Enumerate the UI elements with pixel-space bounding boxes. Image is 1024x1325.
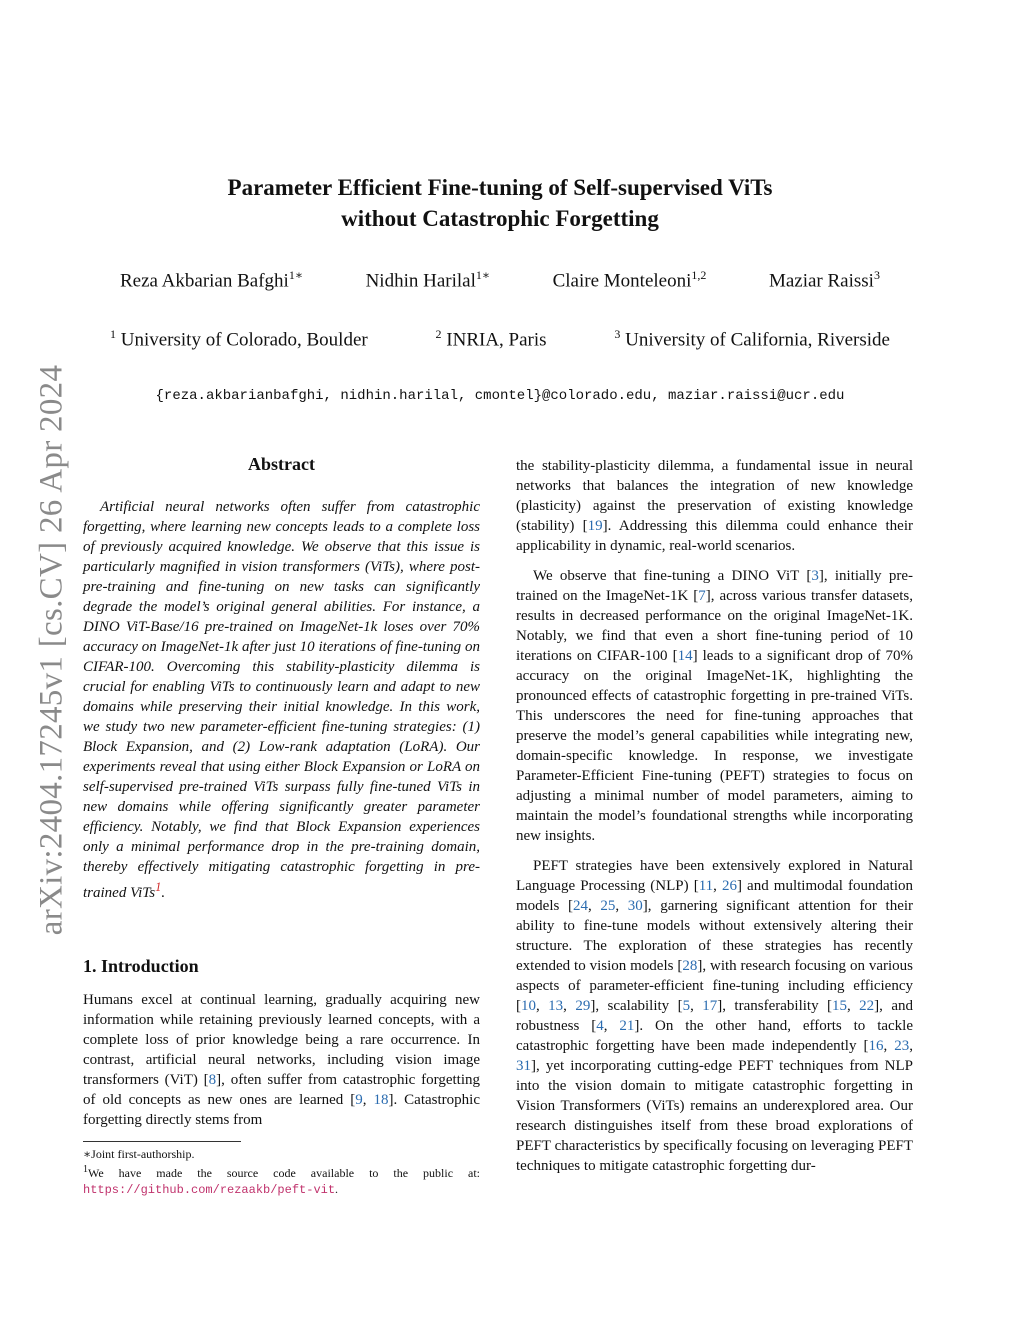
citation-link[interactable]: 24: [572, 898, 588, 914]
author: Nidhin Harilal$^{1∗}$: [365, 268, 491, 292]
citation-link[interactable]: 17: [702, 998, 718, 1014]
citation-link[interactable]: 11: [698, 878, 714, 894]
citation-link[interactable]: 15: [832, 998, 847, 1014]
citation-link[interactable]: 13: [548, 998, 564, 1014]
citation-link[interactable]: 25: [600, 898, 616, 914]
citation-link[interactable]: 3: [811, 568, 819, 584]
affiliation: $^1$ University of Colorado, Boulder: [110, 327, 368, 351]
citation-link[interactable]: 10: [521, 998, 536, 1014]
section-heading-introduction: 1. Introduction: [83, 956, 199, 976]
citation-link[interactable]: 23: [894, 1038, 910, 1054]
citation-link[interactable]: 19: [587, 518, 603, 534]
footnotes: [83, 1146, 480, 1198]
citation-link[interactable]: 26: [721, 878, 737, 894]
author: Claire Monteleoni$^{1,2}$: [552, 268, 707, 292]
affiliation-list: [110, 327, 890, 351]
intro-paragraph: We observe that fine-tuning a DINO ViT [3], initially pre-trained on the ImageNet-1K [7], across various transfer datasets, results in decreased performance on the original ImageNet-1K. Notably, we find that even a short fine-tuning period of 10 iterations on CIFAR-100 [14] leads to a significant drop of 70% accuracy on the original ImageNet-1K, highlighting the pronounced effects of catastrophic forgetting in pre-trained ViTs. This underscores the need for fine-tuning approaches that preserve the model’s general capabilities while integrating new, domain-specific knowledge. In response, we investigate Parameter-Efficient Fine-tuning (PEFT) strategies to focus on adjusting a minimal number of model parameters, aiming to maintain the model’s foundational strengths while incorporating new insights.: [516, 568, 913, 844]
footnote-joint: ∗Joint first-authorship.: [83, 1147, 195, 1161]
intro-left-text: [83, 990, 480, 1130]
paper-title: [120, 172, 880, 234]
author-emails: {reza.akbarianbafghi, nidhin.harilal, cmontel}@colorado.edu, maziar.raissi@ucr.edu: [155, 388, 845, 404]
citation-link[interactable]: 29: [575, 998, 591, 1014]
citation-link[interactable]: 21: [619, 1018, 635, 1034]
intro-paragraph: Humans excel at continual learning, gradually acquiring new information while retaining previously learned concepts, with a complete loss of prior knowledge being a rare occurrence. In contrast, artificial neural networks, including vision image transformers (ViT) [8], often suffer from catastrophic forgetting of old concepts as new ones are learned [9, 18]. Catastrophic forgetting directly stems from: [83, 992, 480, 1128]
citation-link[interactable]: 30: [627, 898, 643, 914]
citation-link[interactable]: 5: [682, 998, 691, 1014]
citation-link[interactable]: 7: [698, 588, 706, 604]
footnote-divider: [83, 1141, 241, 1142]
author: Reza Akbarian Bafghi$^{1∗}$: [120, 268, 303, 292]
author: Maziar Raissi$^3$: [768, 268, 880, 292]
affiliation: $^2$ INRIA, Paris: [435, 327, 547, 351]
abstract-heading: Abstract: [248, 454, 315, 474]
citation-link[interactable]: 9: [355, 1092, 363, 1108]
citation-link[interactable]: 16: [868, 1038, 884, 1054]
footnote-code: $^1$We have made the source code available to the public at: https://github.com/rezaakb/peft-vit.: [83, 1164, 480, 1197]
title-line-2: without Catastrophic Forgetting: [341, 206, 659, 231]
code-url-link[interactable]: https://github.com/rezaakb/peft-vit: [83, 1183, 336, 1197]
citation-link[interactable]: 18: [373, 1092, 389, 1108]
citation-link[interactable]: 22: [859, 998, 875, 1014]
arxiv-sidebar: [22, 350, 82, 950]
citation-link[interactable]: 31: [516, 1058, 531, 1074]
citation-link[interactable]: 4: [596, 1018, 604, 1034]
intro-paragraph: the stability-plasticity dilemma, a fundamental issue in neural networks that balances the integration of new knowledge (plasticity) against the preservation of existing knowledge (stability) [19]. Addressing this dilemma could enhance their applicability in dynamic, real-world scenarios.: [516, 458, 913, 554]
citation-link[interactable]: 28: [682, 958, 698, 974]
intro-right-column: [516, 456, 913, 1186]
footnote-ref[interactable]: 1: [155, 880, 162, 894]
intro-paragraph: PEFT strategies have been extensively explored in Natural Language Processing (NLP) [11, 26] and multimodal foundation models [24, 25, 30], garnering significant attention for their ability to fine-tune models without extensively altering their structure. The exploration of these strategies has recently extended to vision models [28], with research focusing on various aspects of parameter-efficient fine-tuning including efficiency [10, 13, 29], scalability [5, 17], transferability [15, 22], and robustness [4, 21]. On the other hand, efforts to tackle catastrophic forgetting have been made independently [16, 23, 31], yet incorporating cutting-edge PEFT techniques from NLP into the vision domain to mitigate catastrophic forgetting in Vision Transformers (ViTs) remains an underexplored area. Our research distinguishes itself from these broad explorations of PEFT characteristics by specifically focusing on leveraging PEFT techniques to mitigate catastrophic forgetting dur-: [516, 858, 914, 1174]
arxiv-id: arXiv:2404.17245v1 [cs.CV] 26 Apr 2024: [33, 364, 70, 936]
abstract-body: Artificial neural networks often suffer from catastrophic forgetting, where learning new concepts leads to a complete loss of previously acquired knowledge. We observe that this issue is particularly magnified in vision transformers (ViTs), where post-pre-training and fine-tuning on new tasks can significantly degrade the model’s original general abilities. For instance, a DINO ViT-Base/16 pre-trained on ImageNet-1k loses over 70% accuracy on ImageNet-1k after just 10 iterations of fine-tuning on CIFAR-100. Overcoming this stability-plasticity dilemma is crucial for enabling ViTs to continuously learn and adapt to new domains while preserving their initial knowledge. In this work, we study two new parameter-efficient fine-tuning strategies: (1) Block Expansion, and (2) Low-rank adaptation (LoRA). Our experiments reveal that using either Block Expansion or LoRA on self-supervised pre-trained ViTs surpass fully fine-tuned ViTs in new domains while offering significantly greater parameter efficiency. Notably, we find that Block Expansion experiences only a minimal performance drop in the pre-training domain, thereby effectively mitigating catastrophic forgetting in pre-trained ViTs$^1$.: [83, 499, 480, 901]
citation-link[interactable]: 14: [677, 648, 693, 664]
title-line-1: Parameter Efficient Fine-tuning of Self-supervised ViTs: [227, 175, 773, 200]
affiliation: $^3$ University of California, Riverside: [614, 327, 890, 351]
citation-link[interactable]: 8: [208, 1072, 217, 1088]
author-list: [120, 268, 880, 292]
